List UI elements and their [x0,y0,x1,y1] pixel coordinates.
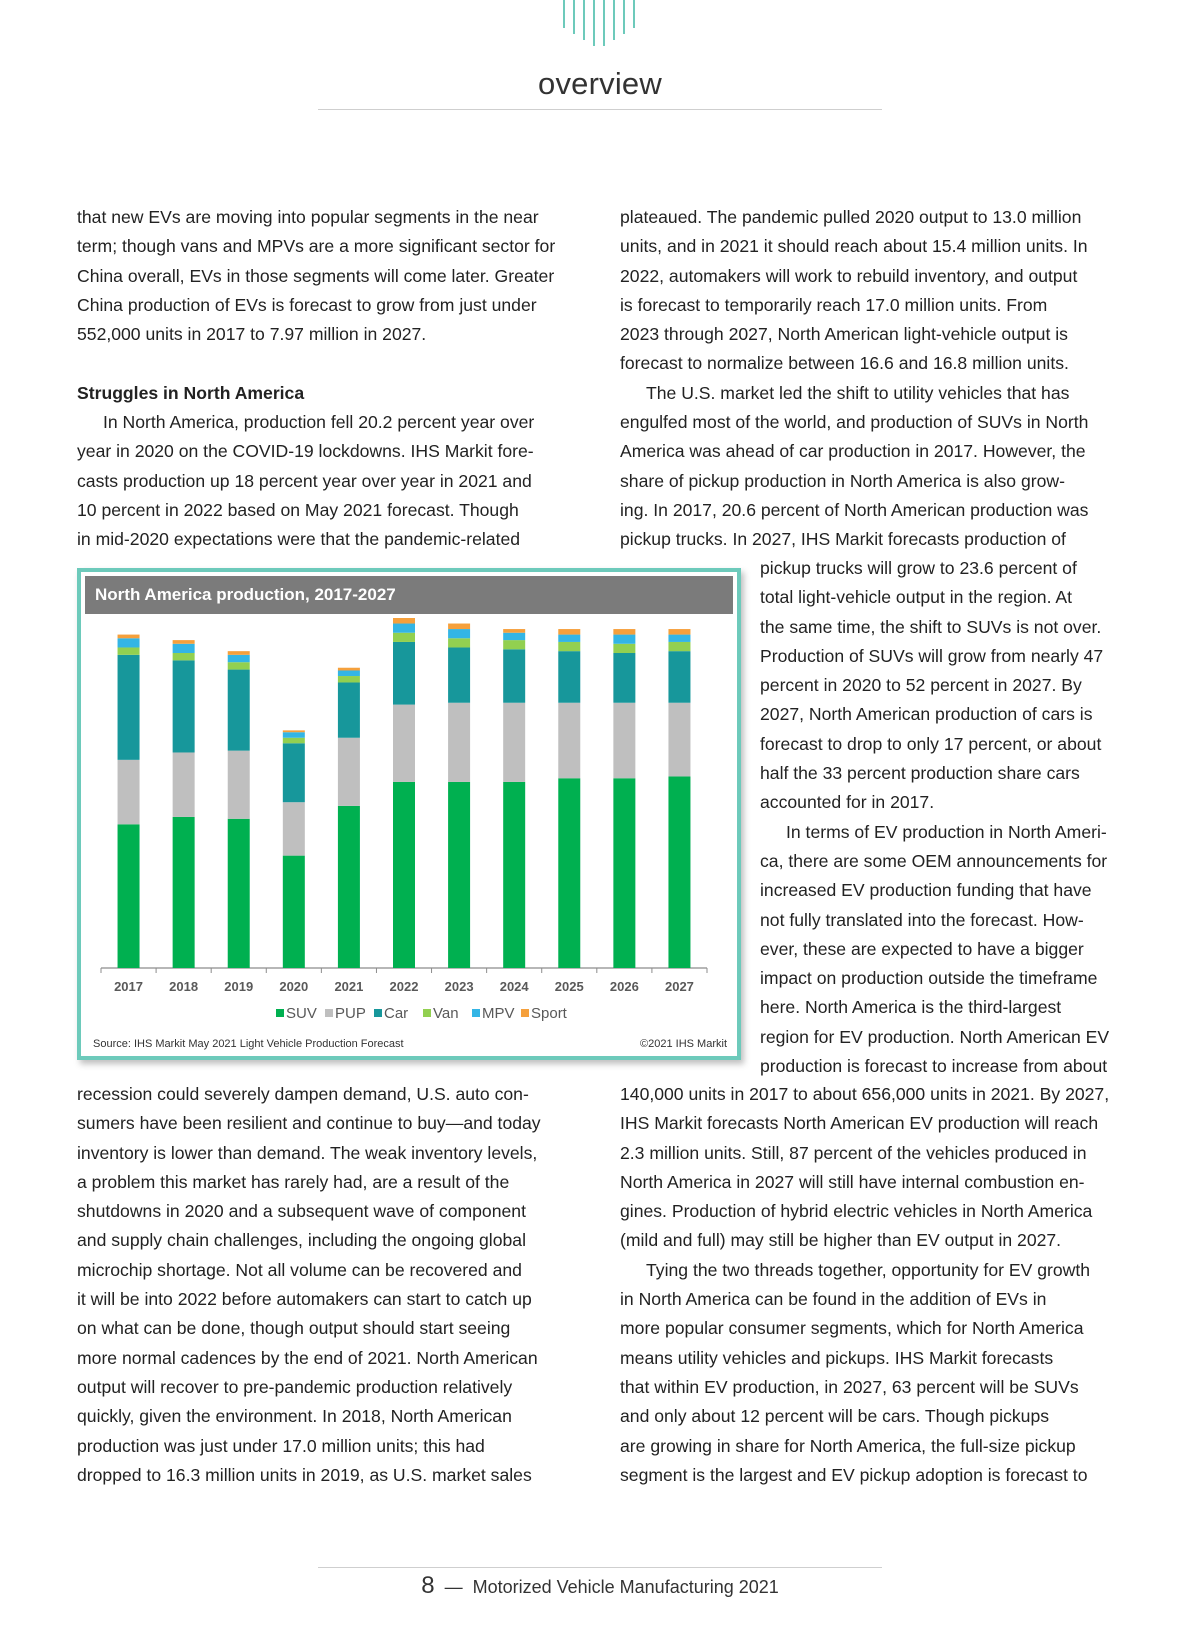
x-tick-label: 2021 [334,979,364,994]
paragraph-line: more popular consumer segments, which for North America [620,1318,1084,1339]
x-tick-label: 2023 [444,979,474,994]
legend-swatch-pup [325,1009,333,1017]
paragraph-line: plateaued. The pandemic pulled 2020 output to 13.0 million [620,207,1082,227]
paragraph-line: it will be into 2022 before automakers can start to catch up [77,1289,532,1310]
bar-sport-2021 [338,668,360,671]
bar-pup-2020 [283,802,305,855]
x-tick-label: 2026 [609,979,639,994]
bar-car-2018 [173,660,195,752]
paragraph-line: 2022, automakers will work to rebuild inventory, and output [620,265,1078,286]
paragraph-line: 10 percent in 2022 based on May 2021 forecast. Though [77,499,519,520]
legend-label-van: Van [433,1005,459,1022]
paragraph-line: quickly, given the environment. In 2018, North American [77,1406,512,1427]
paragraph-line: that within EV production, in 2027, 63 percent will be SUVs [620,1376,1079,1397]
paragraph-line: 140,000 units in 2017 to about 656,000 units in 2021. By 2027, [620,1084,1110,1104]
bar-pup-2023 [448,703,470,782]
paragraph-line: Tying the two threads together, opportunity for EV growth [646,1259,1091,1280]
paragraph-line: pickup trucks will grow to 23.6 percent of [760,558,1077,578]
paragraph-line: term; though vans and MPVs are a more significant sector for [77,236,556,257]
page-footer [0,1572,1200,1600]
bar-mpv-2023 [448,629,470,638]
paragraph-line: more normal cadences by the end of 2021. North American [77,1347,538,1368]
paragraph-line: 2027, North American production of cars is [760,704,1093,725]
legend-label-pup: PUP [335,1005,366,1022]
bar-car-2019 [228,670,250,751]
bar-mpv-2021 [338,671,360,677]
paragraph-line: sumers have been resilient and continue to buy—and today [77,1113,541,1134]
paragraph-line: casts production up 18 percent year over year in 2021 and [77,470,532,491]
paragraph-line: on what can be done, though output should start seeing [77,1318,511,1339]
legend-swatch-suv [276,1009,284,1017]
chart-figure [77,568,741,1060]
paragraph-line: a problem this market has rarely had, are a result of the [77,1171,510,1192]
paragraph-line: Production of SUVs will grow from nearly 47 [760,645,1104,666]
legend-swatch-van [423,1009,431,1017]
paragraph-line: half the 33 percent production share cars [760,763,1080,784]
chart-source: Source: IHS Markit May 2021 Light Vehicle Production Forecast [93,1038,404,1050]
bar-suv-2020 [283,856,305,968]
bar-van-2020 [283,738,305,744]
bar-mpv-2026 [613,635,635,644]
paragraph-line: not fully translated into the forecast. How- [760,909,1084,930]
x-tick-label: 2025 [554,979,584,994]
right-column-bottom [620,1080,1109,1490]
paragraph-line: forecast to normalize between 16.6 and 16.8 million units. [620,353,1069,374]
bar-pup-2025 [558,703,580,779]
x-tick-label: 2017 [114,979,144,994]
paragraph-line: year in 2020 on the COVID-19 lockdowns. IHS Markit fore- [77,441,534,462]
chart-copyright: ©2021 IHS Markit [640,1038,727,1050]
paragraph-line: output will recover to pre-pandemic production relatively [77,1376,513,1397]
x-tick-label: 2027 [664,979,694,994]
bar-pup-2027 [668,703,690,777]
footer-divider [318,1567,882,1568]
bar-van-2025 [558,642,580,651]
paragraph-line: 2023 through 2027, North American light-vehicle output is [620,324,1068,345]
bar-sport-2018 [173,640,195,644]
bar-sport-2019 [228,651,250,655]
paragraph-line: IHS Markit forecasts North American EV production will reach [620,1113,1099,1134]
paragraph-line: 2.3 million units. Still, 87 percent of the vehicles produced in [620,1142,1087,1163]
paragraph-line: forecast to drop to only 17 percent, or about [760,733,1102,754]
paragraph-line: China overall, EVs in those segments will come later. Greater [77,265,555,286]
x-tick-label: 2024 [499,979,529,994]
bar-suv-2023 [448,782,470,968]
paragraph-line: North America in 2027 will still have internal combustion en- [620,1171,1085,1192]
bar-van-2017 [118,647,140,654]
paragraph-line: in North America can be found in the addition of EVs in [620,1289,1047,1310]
bar-pup-2018 [173,752,195,816]
page-number: 8 [421,1572,435,1599]
legend-swatch-mpv [472,1009,480,1017]
paragraph-line: ing. In 2017, 20.6 percent of North American production was [620,499,1089,520]
paragraph-line: total light-vehicle output in the region. At [760,587,1072,608]
x-tick-label: 2020 [279,979,309,994]
bar-pup-2021 [338,738,360,806]
paragraph-line: shutdowns in 2020 and a subsequent wave of component [77,1201,526,1222]
paragraph-line: America was ahead of car production in 2017. However, the [620,441,1086,462]
bar-mpv-2025 [558,635,580,642]
bar-sport-2017 [118,635,140,639]
paragraph-line: In terms of EV production in North Ameri- [786,821,1107,842]
paragraph-line: The U.S. market led the shift to utility vehicles that has [646,382,1070,403]
right-column-top [620,203,1088,555]
publication-name: Motorized Vehicle Manufacturing 2021 [472,1577,779,1597]
header-ornament-icon [560,0,640,48]
left-column-bottom [77,1080,541,1490]
bar-suv-2026 [613,778,635,968]
legend-label-suv: SUV [286,1005,317,1022]
bar-mpv-2022 [393,624,415,633]
bar-sport-2020 [283,730,305,732]
bar-van-2023 [448,638,470,647]
bar-suv-2024 [503,782,525,968]
bar-suv-2027 [668,776,690,968]
bar-suv-2018 [173,817,195,968]
x-tick-label: 2022 [389,979,419,994]
bar-car-2026 [613,653,635,703]
footer-separator: — [444,1577,463,1597]
bar-car-2017 [118,655,140,760]
bar-van-2019 [228,662,250,669]
bar-pup-2024 [503,703,525,782]
bar-mpv-2020 [283,732,305,738]
bar-sport-2022 [393,618,415,624]
bar-van-2024 [503,640,525,649]
bar-van-2027 [668,642,690,651]
paragraph-line: means utility vehicles and pickups. IHS Markit forecasts [620,1347,1054,1368]
paragraph-line: microchip shortage. Not all volume can be recovered and [77,1259,522,1280]
paragraph-line: are growing in share for North America, the full-size pickup [620,1435,1076,1456]
paragraph-line: accounted for in 2017. [760,792,935,813]
bar-pup-2019 [228,751,250,819]
paragraph-line: recession could severely dampen demand, U.S. auto con- [77,1084,529,1104]
bar-car-2022 [393,642,415,705]
bar-sport-2024 [503,629,525,633]
paragraph-line: the same time, the shift to SUVs is not over. [760,616,1102,637]
paragraph-line: units, and in 2021 it should reach about 15.4 million units. In [620,236,1088,257]
bar-sport-2026 [613,629,635,635]
bar-suv-2017 [118,824,140,968]
paragraph-line: production is forecast to increase from about [760,1056,1108,1077]
paragraph-line: 552,000 units in 2017 to 7.97 million in 2027. [77,324,427,345]
bar-sport-2025 [558,629,580,635]
x-tick-label: 2019 [224,979,254,994]
bar-van-2026 [613,644,635,653]
x-tick-label: 2018 [169,979,199,994]
paragraph-line: percent in 2020 to 52 percent in 2027. By [760,675,1082,696]
paragraph-line: (mild and full) may still be higher than EV output in 2027. [620,1230,1062,1251]
bar-mpv-2018 [173,644,195,653]
bar-car-2027 [668,651,690,703]
paragraph-line: is forecast to temporarily reach 17.0 million units. From [620,294,1048,315]
paragraph-line: and only about 12 percent will be cars. Though pickups [620,1406,1050,1427]
paragraph-line: that new EVs are moving into popular segments in the near [77,207,539,227]
paragraph-line: production was just under 17.0 million units; this had [77,1435,485,1456]
paragraph-line: inventory is lower than demand. The weak inventory levels, [77,1142,538,1163]
paragraph-line: region for EV production. North American EV [760,1026,1110,1047]
bar-pup-2026 [613,703,635,779]
legend-label-mpv: MPV [482,1005,515,1022]
paragraph-line: in mid-2020 expectations were that the pandemic-related [77,529,521,550]
legend-swatch-sport [521,1009,529,1017]
bar-mpv-2019 [228,655,250,662]
section-heading: Struggles in North America [77,382,305,403]
page-title: overview [538,66,662,101]
paragraph-line: engulfed most of the world, and production of SUVs in North [620,412,1089,433]
left-column-top [77,203,555,555]
paragraph-line: ever, these are expected to have a bigger [760,938,1084,959]
paragraph-line: segment is the largest and EV pickup adoption is forecast to [620,1464,1088,1485]
bar-van-2022 [393,633,415,642]
legend-swatch-car [374,1009,382,1017]
bar-van-2021 [338,676,360,682]
paragraph-line: here. North America is the third-largest [760,997,1062,1018]
legend-label-car: Car [384,1005,409,1022]
chart-title: North America production, 2017-2027 [85,576,733,614]
bar-sport-2027 [668,629,690,635]
paragraph-line: and supply chain challenges, including the ongoing global [77,1230,526,1251]
paragraph-line: In North America, production fell 20.2 percent year over [103,412,535,433]
header-divider [318,109,882,110]
bar-car-2025 [558,651,580,703]
bar-suv-2021 [338,806,360,968]
bar-car-2023 [448,647,470,702]
bar-van-2018 [173,653,195,660]
chart-plot [81,614,737,1054]
bar-mpv-2024 [503,633,525,640]
bar-mpv-2017 [118,638,140,647]
bar-mpv-2027 [668,635,690,642]
bar-car-2024 [503,649,525,702]
right-column-wrap [760,554,1109,1081]
bar-sport-2023 [448,624,470,630]
bar-suv-2019 [228,819,250,968]
paragraph-line: ca, there are some OEM announcements for [760,850,1108,871]
bar-car-2020 [283,743,305,802]
bar-suv-2022 [393,782,415,968]
legend-label-sport: Sport [531,1005,567,1022]
paragraph-line: share of pickup production in North America is also grow- [620,470,1065,491]
paragraph-line: pickup trucks. In 2027, IHS Markit forecasts production of [620,529,1066,550]
bar-pup-2017 [118,760,140,824]
bar-pup-2022 [393,705,415,782]
paragraph-line: gines. Production of hybrid electric vehicles in North America [620,1201,1093,1222]
bar-car-2021 [338,682,360,737]
bar-suv-2025 [558,778,580,968]
paragraph-line: impact on production outside the timeframe [760,968,1098,989]
paragraph-line: increased EV production funding that have [760,880,1092,901]
paragraph-line: China production of EVs is forecast to grow from just under [77,294,537,315]
paragraph-line: dropped to 16.3 million units in 2019, as U.S. market sales [77,1464,532,1485]
